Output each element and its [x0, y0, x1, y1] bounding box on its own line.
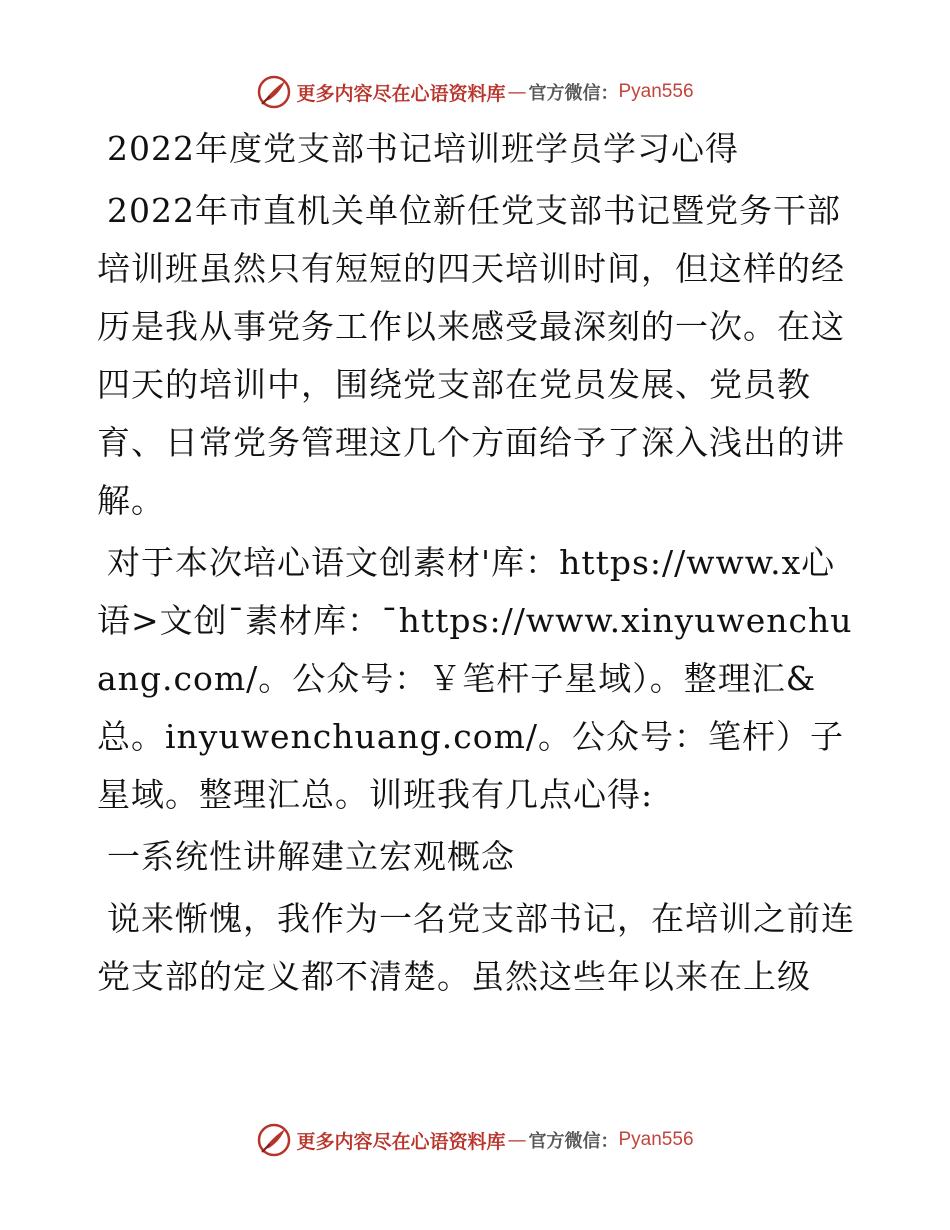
banner-dash: —: [507, 1129, 527, 1151]
banner-wechat-label: 官方微信：: [528, 83, 619, 104]
banner-slogan: 更多内容尽在心语资料库: [296, 82, 506, 105]
document-title: 2022年度党支部书记培训班学员学习心得: [107, 129, 739, 168]
quill-logo-icon: [256, 1122, 292, 1158]
banner-slogan: 更多内容尽在心语资料库: [296, 1130, 506, 1153]
banner-wechat-id: Pyan556: [618, 1129, 694, 1150]
header-banner: [0, 70, 950, 114]
document-body: [97, 120, 857, 1006]
paragraph: 2022年市直机关单位新任党支部书记暨党务干部培训班虽然只有短短的四天培训时间，但这样的经历是我从事党务工作以来感受最深刻的一次。在这四天的培训中，围绕党支部在党员发展、党员教育、日常党务管理这几个方面给予了深入浅出的讲解。: [97, 191, 845, 520]
paragraph: 对于本次培心语文创素材'库：https://www.x心语>文创¯素材库：¯https://www.xinyuwenchuang.com/。公众号：￥笔杆子星域）。整理汇&总。inyuwenchuang.com/。公众号：笔杆）子星域。整理汇总。训班我有几点心得:: [97, 543, 853, 814]
section-heading: 一系统性讲解建立宏观概念: [107, 837, 515, 876]
banner-dash: —: [507, 81, 527, 103]
banner-wechat-label: 官方微信：: [528, 1131, 619, 1152]
banner-wechat-id: Pyan556: [618, 81, 694, 102]
quill-logo-icon: [256, 74, 292, 110]
paragraph: 说来惭愧，我作为一名党支部书记，在培训之前连党支部的定义都不清楚。虽然这些年以来在上级: [97, 899, 855, 996]
footer-banner: [0, 1118, 950, 1162]
